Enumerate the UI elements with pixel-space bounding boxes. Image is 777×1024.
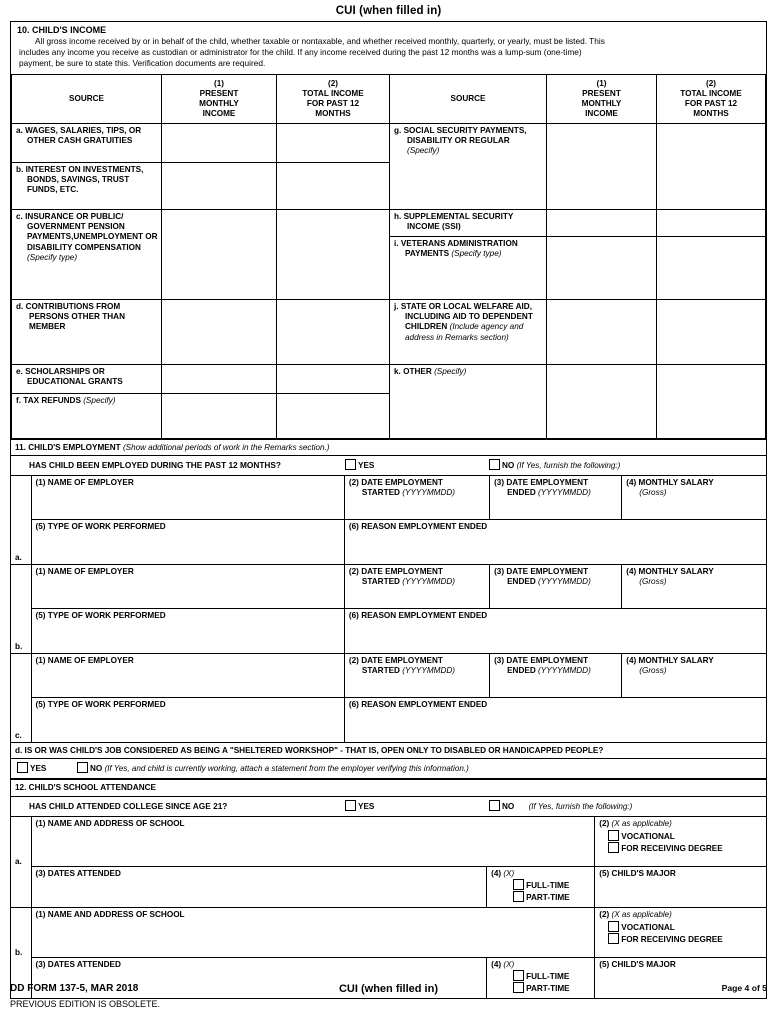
header-total-income-right — [657, 74, 766, 123]
income-input-j-monthly[interactable] — [547, 299, 657, 364]
income-text-a: WAGES, SALARIES, TIPS, OR OTHER CASH GRATUITIES — [25, 125, 142, 146]
income-input-h-total[interactable] — [657, 209, 766, 236]
employment-block-c-row1 — [11, 654, 766, 698]
page-number: Page 4 of 5 — [721, 983, 767, 993]
date-started-l1-c: (2) DATE EMPLOYMENT — [348, 656, 443, 666]
reason-ended-label-a: (6) REASON EMPLOYMENT ENDED — [348, 522, 488, 532]
school-block-a-row1 — [11, 816, 766, 866]
income-letter-g: g. — [394, 125, 402, 135]
school-name-address-b[interactable] — [31, 907, 595, 957]
section-12-question-row — [11, 796, 766, 816]
form-body — [10, 21, 767, 999]
reason-ended-label-b: (6) REASON EMPLOYMENT ENDED — [348, 611, 488, 621]
income-note-f: (Specify) — [83, 395, 116, 405]
degree-label-a: FOR RECEIVING DEGREE — [621, 844, 723, 854]
monthly-salary-a[interactable] — [622, 476, 766, 520]
date-started-l2-b: STARTED — [361, 577, 400, 587]
income-row-e-k — [12, 364, 766, 393]
income-row-h — [12, 209, 766, 236]
employment-yes-checkbox[interactable] — [345, 459, 356, 470]
col1-number-left: (1) — [213, 78, 224, 88]
vocational-label-b: VOCATIONAL — [621, 922, 675, 932]
income-row-a-g — [12, 123, 766, 162]
section-12-school — [11, 779, 766, 998]
form-identifier: DD FORM 137-5, MAR 2018 — [10, 983, 139, 994]
income-input-g-monthly[interactable] — [547, 123, 657, 209]
school-yes-checkbox[interactable] — [345, 800, 356, 811]
sheltered-workshop-question — [11, 743, 766, 759]
dates-attended-label-b: (3) DATES ATTENDED — [35, 959, 121, 969]
attendance-num-a: (4) — [491, 868, 502, 878]
employment-yes-label: YES — [358, 461, 375, 471]
income-text-e: SCHOLARSHIPS OR EDUCATIONAL GRANTS — [25, 366, 123, 387]
page-footer — [10, 980, 767, 1024]
income-text-k: OTHER — [403, 366, 432, 376]
date-ended-a[interactable] — [490, 476, 622, 520]
school-type-num-b: (2) — [599, 909, 610, 919]
employer-name-label-a: (1) NAME OF EMPLOYER — [35, 478, 134, 488]
employment-question-cell — [11, 456, 766, 476]
header-source-right: SOURCE — [390, 74, 547, 123]
previous-edition-notice: PREVIOUS EDITION IS OBSOLETE. — [10, 999, 161, 1009]
school-no-checkbox[interactable] — [489, 800, 500, 811]
employment-yes-option[interactable] — [345, 459, 374, 471]
col1-l2-right: MONTHLY — [581, 98, 622, 108]
vocational-option-b[interactable] — [599, 921, 675, 933]
instructions-line-2: includes any income you receive as custodian or administrator for the child. If any income received during the past 12 months was a lump-sum (one-time) — [19, 46, 582, 57]
employment-no-option[interactable] — [489, 459, 620, 471]
work-type-a[interactable] — [31, 520, 344, 565]
employer-name-a[interactable] — [31, 476, 344, 520]
sheltered-no-option[interactable] — [77, 762, 469, 774]
degree-option-b[interactable] — [599, 933, 722, 945]
col2-number-right: (2) — [705, 78, 716, 88]
monthly-salary-l1-a: (4) MONTHLY SALARY — [626, 478, 714, 488]
school-name-address-a[interactable] — [31, 816, 595, 866]
col2-l3-right: MONTHS — [693, 108, 729, 118]
date-ended-l1-a: (3) DATE EMPLOYMENT — [494, 478, 589, 488]
date-started-a[interactable] — [344, 476, 489, 520]
school-type-a — [595, 816, 766, 866]
school-question-label: HAS CHILD ATTENDED COLLEGE SINCE AGE 21? — [29, 800, 228, 811]
sheltered-yes-option[interactable] — [17, 762, 46, 774]
income-text-j: STATE OR LOCAL WELFARE AID, INCLUDING AID TO DEPENDENT CHILDREN — [400, 301, 533, 332]
section-10-instructions — [11, 36, 766, 74]
section-10-title — [11, 22, 766, 36]
col1-number-right: (1) — [596, 78, 607, 88]
income-letter-i: i. — [394, 238, 399, 248]
section-12-title — [11, 780, 766, 796]
child-major-label-b: (5) CHILD'S MAJOR — [599, 959, 676, 969]
income-letter-f: f. — [16, 395, 22, 405]
section-10-title-text: CHILD'S INCOME — [32, 25, 107, 35]
parttime-option-a[interactable] — [491, 891, 570, 903]
income-source-j — [390, 299, 547, 364]
income-note-j: (Include agency and address in Remarks section) — [405, 322, 524, 342]
employment-row-letter-c: c. — [11, 654, 31, 743]
date-started-l1-a: (2) DATE EMPLOYMENT — [348, 478, 443, 488]
date-ended-b[interactable] — [490, 565, 622, 609]
child-major-label-a: (5) CHILD'S MAJOR — [599, 868, 676, 878]
income-letter-b: b. — [16, 164, 24, 174]
dates-attended-label-a: (3) DATES ATTENDED — [35, 868, 121, 878]
footer-main-line — [10, 980, 767, 995]
section-12-number: 12. — [15, 783, 27, 793]
col1-l3-left: INCOME — [202, 108, 236, 118]
school-type-note-a: (X as applicable) — [611, 818, 672, 828]
income-letter-e: e. — [16, 366, 23, 376]
income-input-k-total[interactable] — [657, 364, 766, 438]
col2-l1-right: TOTAL INCOME — [680, 88, 742, 98]
income-letter-d: d. — [16, 301, 24, 311]
monthly-salary-note-c: (Gross) — [639, 666, 667, 676]
col1-l1-left: PRESENT — [199, 88, 239, 98]
school-no-note: (If Yes, furnish the following:) — [528, 801, 633, 811]
income-input-d-total[interactable] — [277, 299, 390, 364]
section-11-employment — [11, 439, 766, 780]
income-source-d — [12, 299, 162, 364]
vocational-checkbox-b[interactable] — [608, 921, 619, 932]
employment-no-checkbox[interactable] — [489, 459, 500, 470]
income-input-b-total[interactable] — [277, 162, 390, 209]
section-11-title — [11, 439, 766, 455]
income-input-i-total[interactable] — [657, 236, 766, 299]
degree-checkbox-a[interactable] — [608, 842, 619, 853]
work-type-label-c: (5) TYPE OF WORK PERFORMED — [35, 700, 166, 710]
attendance-note-a: (X) — [503, 868, 515, 878]
income-source-b — [12, 162, 162, 209]
monthly-salary-l1-c: (4) MONTHLY SALARY — [626, 656, 714, 666]
work-type-label-b: (5) TYPE OF WORK PERFORMED — [35, 611, 166, 621]
attendance-note-b: (X) — [503, 959, 515, 969]
col1-l3-right: INCOME — [585, 108, 618, 118]
fulltime-checkbox-a[interactable] — [513, 879, 524, 890]
income-input-a-total[interactable] — [277, 123, 390, 162]
monthly-salary-note-a: (Gross) — [639, 488, 667, 498]
employer-name-c[interactable] — [31, 654, 344, 698]
vocational-label-a: VOCATIONAL — [621, 831, 675, 841]
monthly-salary-c[interactable] — [622, 654, 766, 698]
work-type-label-a: (5) TYPE OF WORK PERFORMED — [35, 522, 166, 532]
income-source-k — [390, 364, 547, 438]
col2-l2-left: FOR PAST 12 — [306, 98, 360, 108]
income-table-header-row — [12, 74, 766, 123]
cui-header-banner: CUI (when filled in) — [335, 5, 442, 17]
section-11-title-text: CHILD'S EMPLOYMENT — [28, 442, 121, 452]
income-input-i-monthly[interactable] — [547, 236, 657, 299]
col1-l2-left: MONTHLY — [199, 98, 239, 108]
instructions-line-3: payment, be sure to state this. Verification documents are required. — [19, 57, 266, 68]
income-text-c: INSURANCE OR PUBLIC/ GOVERNMENT PENSION PAYMENTS,UNEMPLOYMENT OR DISABILITY COMPENSATION — [25, 211, 158, 252]
income-note-k: (Specify) — [434, 366, 467, 376]
employer-name-label-c: (1) NAME OF EMPLOYER — [35, 656, 134, 666]
col2-l1-left: TOTAL INCOME — [302, 88, 364, 98]
work-type-c[interactable] — [31, 698, 344, 743]
income-input-e-monthly[interactable] — [162, 364, 277, 393]
school-no-option[interactable] — [489, 800, 632, 812]
section-10-income — [11, 22, 766, 439]
section-11-question-row — [11, 456, 766, 476]
fulltime-option-a[interactable] — [491, 879, 569, 891]
employment-question-label: HAS CHILD BEEN EMPLOYED DURING THE PAST 12 MONTHS? — [29, 460, 281, 471]
income-input-c-monthly[interactable] — [162, 209, 277, 299]
section-12-title-row — [11, 780, 766, 796]
section-11-title-note: (Show additional periods of work in the Remarks section.) — [122, 442, 330, 452]
section-11-title-row — [11, 439, 766, 455]
date-ended-l1-b: (3) DATE EMPLOYMENT — [494, 567, 589, 577]
employment-block-b-row1 — [11, 565, 766, 609]
child-major-a[interactable] — [595, 866, 766, 907]
date-started-note-a: (YYYYMMDD) — [402, 488, 456, 498]
section-12-title-text: CHILD'S SCHOOL ATTENDANCE — [28, 783, 157, 793]
income-input-e-total[interactable] — [277, 364, 390, 393]
date-ended-l2-a: ENDED — [507, 488, 536, 498]
school-yes-option[interactable] — [345, 800, 374, 812]
employer-name-label-b: (1) NAME OF EMPLOYER — [35, 567, 134, 577]
income-text-d: CONTRIBUTIONS FROM PERSONS OTHER THAN MEMBER — [25, 301, 125, 332]
attendance-status-a — [487, 866, 595, 907]
income-row-d-j — [12, 299, 766, 364]
school-row-letter-a: a. — [11, 816, 31, 907]
employment-block-c-row2 — [11, 698, 766, 743]
date-ended-c[interactable] — [490, 654, 622, 698]
income-input-f-monthly[interactable] — [162, 393, 277, 438]
sheltered-workshop-answer-row — [11, 759, 766, 779]
date-ended-l2-b: ENDED — [507, 577, 536, 587]
header-present-monthly-left — [162, 74, 277, 123]
income-input-a-monthly[interactable] — [162, 123, 277, 162]
income-input-h-monthly[interactable] — [547, 209, 657, 236]
school-no-label: NO — [502, 801, 515, 811]
employment-block-a-row1 — [11, 476, 766, 520]
col1-l1-right: PRESENT — [582, 88, 621, 98]
degree-option-a[interactable] — [599, 842, 722, 854]
date-ended-note-b: (YYYYMMDD) — [538, 577, 591, 587]
income-input-j-total[interactable] — [657, 299, 766, 364]
section-10-number: 10. — [17, 25, 30, 35]
school-name-label-a: (1) NAME AND ADDRESS OF SCHOOL — [35, 818, 185, 828]
fulltime-label-a: FULL-TIME — [526, 880, 570, 890]
fulltime-label-b: FULL-TIME — [526, 971, 570, 981]
income-table — [11, 74, 766, 439]
sheltered-workshop-answers — [11, 759, 766, 779]
income-letter-j: j. — [394, 301, 399, 311]
date-ended-l2-c: ENDED — [507, 666, 536, 676]
income-note-i: (Specify type) — [451, 249, 502, 259]
sheltered-yes-label: YES — [30, 764, 47, 774]
employment-no-label: NO — [502, 461, 515, 471]
income-source-h — [390, 209, 547, 236]
date-ended-note-c: (YYYYMMDD) — [538, 666, 591, 676]
employer-name-b[interactable] — [31, 565, 344, 609]
income-input-k-monthly[interactable] — [547, 364, 657, 438]
reason-ended-label-c: (6) REASON EMPLOYMENT ENDED — [348, 700, 488, 710]
vocational-checkbox-a[interactable] — [608, 830, 619, 841]
income-source-a — [12, 123, 162, 162]
reason-ended-b[interactable] — [344, 609, 766, 654]
parttime-checkbox-a[interactable] — [513, 891, 524, 902]
school-type-note-b: (X as applicable) — [611, 909, 672, 919]
degree-label-b: FOR RECEIVING DEGREE — [621, 935, 723, 945]
sheltered-workshop-question-row — [11, 743, 766, 759]
income-source-e — [12, 364, 162, 393]
income-source-f — [12, 393, 162, 438]
degree-checkbox-b[interactable] — [608, 933, 619, 944]
income-text-h: SUPPLEMENTAL SECURITY INCOME (SSI) — [403, 211, 514, 232]
date-started-note-c: (YYYYMMDD) — [402, 666, 456, 676]
income-input-f-total[interactable] — [277, 393, 390, 438]
income-input-c-total[interactable] — [277, 209, 390, 299]
col2-l3-left: MONTHS — [315, 108, 351, 118]
reason-ended-a[interactable] — [344, 520, 766, 565]
sheltered-no-note: (If Yes, and child is currently working, attach a statement from the employer verifying this information.) — [104, 764, 469, 774]
monthly-salary-b[interactable] — [622, 565, 766, 609]
school-type-b — [595, 907, 766, 957]
date-ended-l1-c: (3) DATE EMPLOYMENT — [494, 656, 589, 666]
employment-row-letter-b: b. — [11, 565, 31, 654]
date-started-b[interactable] — [344, 565, 489, 609]
header-source-left: SOURCE — [12, 74, 162, 123]
school-type-num-a: (2) — [599, 818, 610, 828]
income-letter-k: k. — [394, 366, 401, 376]
school-row-letter-b: b. — [11, 907, 31, 998]
monthly-salary-note-b: (Gross) — [639, 577, 667, 587]
income-input-g-total[interactable] — [657, 123, 766, 209]
attendance-num-b: (4) — [491, 959, 502, 969]
income-letter-c: c. — [16, 211, 23, 221]
income-source-c — [12, 209, 162, 299]
employment-block-a-row2 — [11, 520, 766, 565]
income-note-g: (Specify) — [407, 146, 440, 156]
date-started-l1-b: (2) DATE EMPLOYMENT — [348, 567, 443, 577]
income-source-g — [390, 123, 547, 209]
sheltered-yes-checkbox[interactable] — [17, 762, 28, 773]
income-text-f: TAX REFUNDS — [23, 395, 81, 405]
sheltered-no-checkbox[interactable] — [77, 762, 88, 773]
income-text-g: SOCIAL SECURITY PAYMENTS, DISABILITY OR REGULAR — [403, 125, 527, 146]
section-11-number: 11. — [15, 442, 26, 452]
sheltered-no-label: NO — [90, 764, 103, 774]
income-letter-a: a. — [16, 125, 23, 135]
work-type-b[interactable] — [31, 609, 344, 654]
employment-no-note: (If Yes, furnish the following:) — [516, 461, 621, 471]
col2-number-left: (2) — [327, 78, 338, 88]
income-input-d-monthly[interactable] — [162, 299, 277, 364]
income-text-i: VETERANS ADMINISTRATION PAYMENTS — [400, 238, 518, 259]
date-started-c[interactable] — [344, 654, 489, 698]
sheltered-workshop-label: d. IS OR WAS CHILD'S JOB CONSIDERED AS BEING A "SHELTERED WORKSHOP" - THAT IS, OPEN ONLY TO DISABLED OR HANDICAPPED PEOPLE? — [15, 746, 604, 756]
reason-ended-c[interactable] — [344, 698, 766, 743]
header-present-monthly-right — [547, 74, 657, 123]
vocational-option-a[interactable] — [599, 830, 675, 842]
monthly-salary-l1-b: (4) MONTHLY SALARY — [626, 567, 714, 577]
date-ended-note-a: (YYYYMMDD) — [538, 488, 591, 498]
school-name-label-b: (1) NAME AND ADDRESS OF SCHOOL — [35, 909, 185, 919]
income-letter-h: h. — [394, 211, 402, 221]
school-block-a-row2 — [11, 866, 766, 907]
parttime-label-b: PART-TIME — [526, 984, 570, 994]
date-started-l2-a: STARTED — [361, 488, 400, 498]
col2-l2-right: FOR PAST 12 — [684, 98, 738, 108]
income-text-b: INTEREST ON INVESTMENTS, BONDS, SAVINGS, TRUST FUNDS, ETC. — [25, 164, 144, 195]
income-source-i — [390, 236, 547, 299]
dates-attended-a[interactable] — [31, 866, 487, 907]
income-note-c: (Specify type) — [27, 252, 78, 262]
school-block-b-row1 — [11, 907, 766, 957]
date-started-l2-c: STARTED — [361, 666, 400, 676]
parttime-label-a: PART-TIME — [526, 893, 570, 903]
cui-footer-banner: CUI (when filled in) — [338, 983, 438, 995]
instructions-line-1: All gross income received by or in behalf of the child, whether taxable or nontaxable, and whether received monthly, quarterly, or yearly, must be listed. This — [35, 36, 605, 46]
school-yes-label: YES — [358, 801, 375, 811]
date-started-note-b: (YYYYMMDD) — [402, 577, 456, 587]
header-total-income-left — [277, 74, 390, 123]
income-input-b-monthly[interactable] — [162, 162, 277, 209]
employment-block-b-row2 — [11, 609, 766, 654]
school-question-cell — [11, 796, 766, 816]
employment-row-letter-a: a. — [11, 476, 31, 565]
